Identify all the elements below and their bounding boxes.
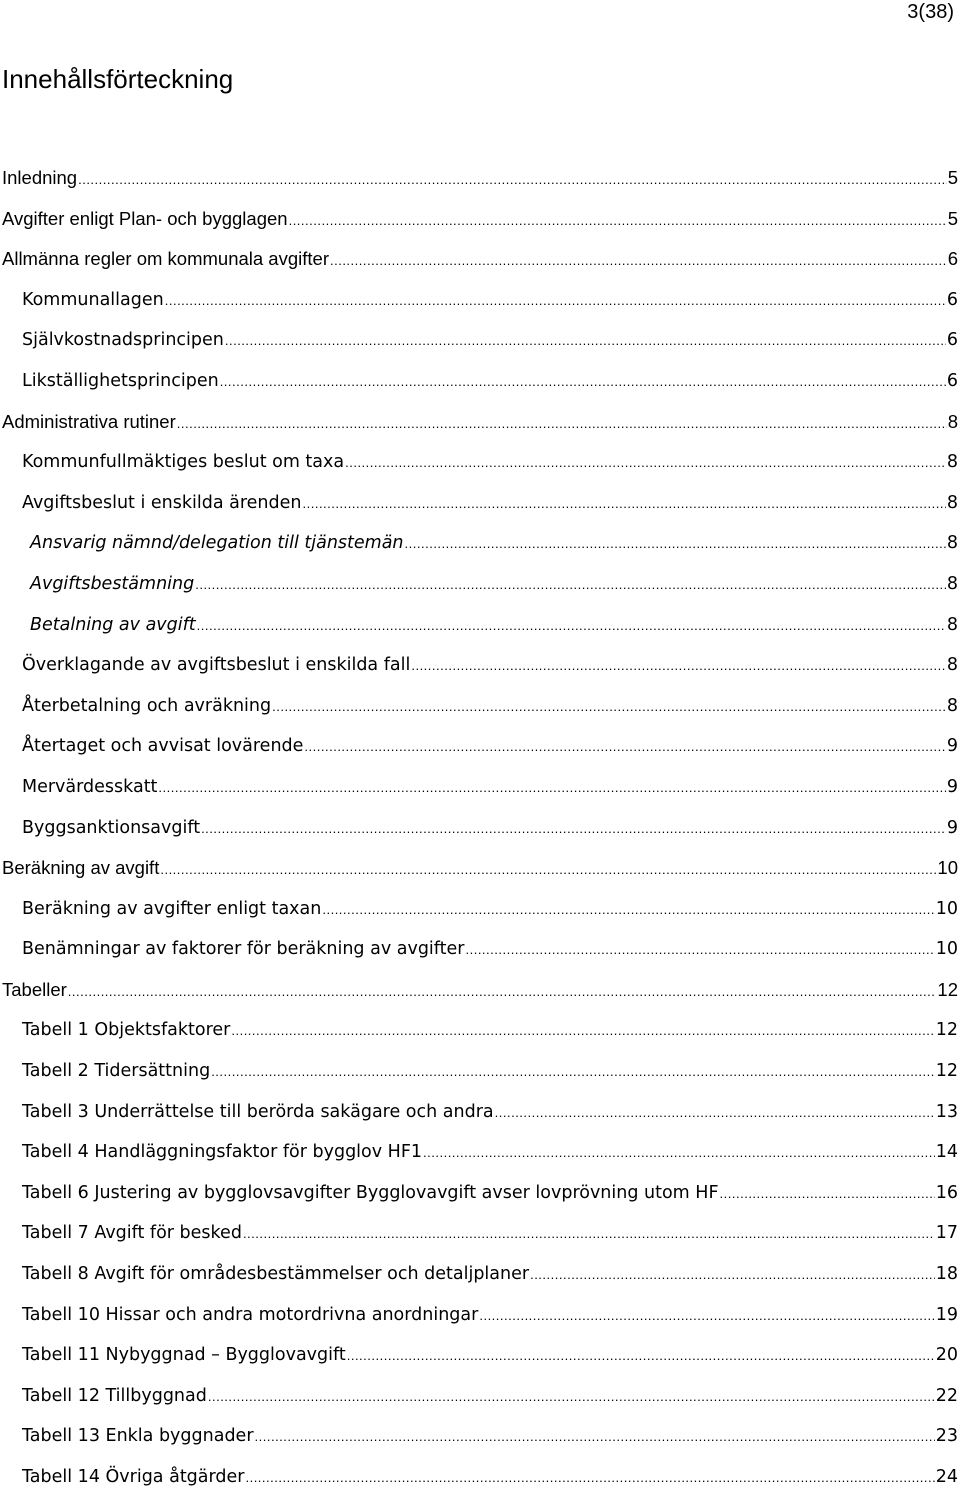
toc-entry[interactable] — [0, 361, 958, 402]
toc-entry[interactable] — [0, 1416, 958, 1457]
toc-dot-leader — [411, 646, 946, 686]
toc-entry[interactable] — [0, 199, 958, 240]
toc-entry-label: Tabell 1 Objektsfaktorer — [22, 1020, 231, 1041]
page-number: 3(38) — [907, 1, 954, 23]
toc-entry[interactable] — [0, 402, 958, 443]
toc-entry-page: 5 — [947, 167, 958, 188]
toc-entry[interactable] — [0, 1051, 958, 1092]
toc-dot-leader — [347, 1336, 935, 1376]
toc-entry[interactable] — [0, 1457, 958, 1498]
toc-entry[interactable] — [0, 158, 958, 199]
toc-entry[interactable] — [0, 605, 958, 646]
toc-dot-leader — [479, 1296, 934, 1336]
toc-entry-label: Benämningar av faktorer för beräkning av avgifter — [22, 939, 465, 960]
toc-dot-leader — [201, 809, 946, 849]
toc-dot-leader — [220, 362, 946, 402]
toc-entry[interactable] — [0, 808, 958, 849]
toc-entry-page: 10 — [935, 939, 958, 960]
toc-entry[interactable] — [0, 1295, 958, 1336]
toc-entry[interactable] — [0, 726, 958, 767]
toc-entry-label: Betalning av avgift — [30, 614, 196, 635]
toc-entry-page: 6 — [946, 289, 958, 310]
toc-dot-leader — [225, 321, 946, 361]
toc-entry[interactable] — [0, 320, 958, 361]
toc-entry-page: 9 — [946, 817, 958, 838]
toc-entry-page: 6 — [947, 248, 958, 270]
toc-entry-page: 9 — [946, 736, 958, 757]
toc-entry-label: Tabell 6 Justering av bygglovsavgifter Bygglovavgift avser lovprövning utom HF — [22, 1182, 719, 1203]
toc-entry-label: Tabell 13 Enkla byggnader — [22, 1426, 254, 1447]
toc-entry[interactable] — [0, 483, 958, 524]
toc-entry-label: Kommunallagen — [22, 289, 164, 310]
toc-entry[interactable] — [0, 848, 958, 889]
toc-list — [0, 158, 958, 1498]
toc-entry-page: 10 — [935, 898, 958, 919]
toc-dot-leader — [177, 404, 947, 443]
toc-entry-page: 6 — [946, 330, 958, 351]
toc-dot-leader — [303, 484, 946, 524]
toc-entry-page: 9 — [946, 776, 958, 797]
toc-entry-page: 14 — [935, 1142, 958, 1163]
toc-dot-leader — [530, 1255, 935, 1295]
toc-entry-page: 24 — [935, 1467, 958, 1487]
toc-dot-leader — [197, 606, 946, 646]
toc-entry[interactable] — [0, 767, 958, 808]
toc-entry[interactable] — [0, 1010, 958, 1051]
toc-entry-page: 8 — [946, 695, 958, 716]
toc-dot-leader — [289, 201, 947, 240]
toc-entry-label: Tabell 11 Nybyggnad – Bygglovavgift — [22, 1345, 346, 1366]
toc-dot-leader — [272, 687, 946, 727]
toc-entry-label: Avgifter enligt Plan- och bygglagen — [2, 207, 288, 229]
toc-entry-page: 8 — [946, 492, 958, 513]
toc-dot-leader — [720, 1174, 935, 1214]
toc-entry[interactable] — [0, 1254, 958, 1295]
toc-entry-label: Administrativa rutiner — [2, 410, 176, 432]
toc-entry-page: 17 — [935, 1223, 958, 1244]
toc-dot-leader — [245, 1458, 934, 1498]
toc-entry-label: Avgiftsbeslut i enskilda ärenden — [22, 492, 302, 513]
toc-dot-leader — [211, 1052, 935, 1092]
toc-entry-page: 22 — [935, 1385, 958, 1406]
toc-entry-label: Tabell 10 Hissar och andra motordrivna anordningar — [22, 1304, 479, 1325]
toc-dot-leader — [255, 1417, 935, 1457]
toc-entry-label: Kommunfullmäktiges beslut om taxa — [22, 452, 345, 473]
toc-dot-leader — [208, 1377, 935, 1417]
toc-dot-leader — [345, 443, 946, 483]
toc-entry-page: 6 — [946, 370, 958, 391]
toc-entry[interactable] — [0, 889, 958, 930]
toc-entry-page: 12 — [935, 1020, 958, 1041]
toc-entry-page: 12 — [935, 1061, 958, 1082]
toc-entry-page: 23 — [935, 1426, 958, 1447]
toc-entry[interactable] — [0, 442, 958, 483]
toc-entry[interactable] — [0, 1132, 958, 1173]
toc-dot-leader — [68, 972, 937, 1011]
toc-entry-label: Överklagande av avgiftsbeslut i enskilda fall — [22, 655, 411, 676]
toc-entry-label: Ansvarig nämnd/delegation till tjänstemän — [30, 533, 404, 554]
toc-entry-page: 20 — [935, 1345, 958, 1366]
toc-entry-page: 10 — [937, 857, 958, 879]
toc-entry[interactable] — [0, 1213, 958, 1254]
toc-dot-leader — [165, 281, 946, 321]
toc-entry-label: Tabell 2 Tidersättning — [22, 1061, 211, 1082]
toc-entry[interactable] — [0, 970, 958, 1011]
toc-entry-label: Byggsanktionsavgift — [22, 817, 201, 838]
toc-entry-page: 8 — [946, 533, 958, 554]
toc-entry-page: 19 — [935, 1304, 958, 1325]
toc-dot-leader — [330, 241, 947, 280]
toc-dot-leader — [231, 1011, 934, 1051]
toc-entry-label: Återtaget och avvisat lovärende — [22, 736, 304, 757]
toc-entry-label: Tabell 8 Avgift för områdesbestämmelser och detaljplaner — [22, 1264, 530, 1285]
toc-entry-label: Tabell 14 Övriga åtgärder — [22, 1467, 245, 1487]
toc-entry-page: 8 — [946, 655, 958, 676]
toc-entry-label: Beräkning av avgift — [2, 857, 160, 879]
toc-dot-leader — [495, 1093, 935, 1133]
toc-entry-label: Tabeller — [2, 978, 67, 1000]
toc-entry[interactable] — [0, 645, 958, 686]
toc-dot-leader — [465, 930, 934, 970]
toc-dot-leader — [304, 727, 945, 767]
toc-entry-label: Avgiftsbestämning — [30, 573, 195, 594]
toc-entry-page: 5 — [947, 207, 958, 229]
toc-entry-label: Tabell 7 Avgift för besked — [22, 1223, 242, 1244]
toc-entry-label: Beräkning av avgifter enligt taxan — [22, 898, 322, 919]
toc-entry-label: Tabell 4 Handläggningsfaktor för bygglov HF1 — [22, 1142, 423, 1163]
toc-entry-label: Inledning — [2, 167, 78, 188]
toc-dot-leader — [405, 524, 946, 564]
toc-entry-page: 8 — [947, 410, 958, 432]
toc-dot-leader — [158, 768, 945, 808]
toc-entry-label: Allmänna regler om kommunala avgifter — [2, 248, 329, 270]
toc-entry-label: Tabell 12 Tillbyggnad — [22, 1385, 207, 1406]
toc-entry-page: 16 — [935, 1182, 958, 1203]
toc-entry[interactable] — [0, 686, 958, 727]
toc-entry[interactable] — [0, 1376, 958, 1417]
toc-entry[interactable] — [0, 1335, 958, 1376]
toc-dot-leader — [243, 1214, 935, 1254]
toc-entry[interactable] — [0, 929, 958, 970]
toc-entry-label: Självkostnadsprincipen — [22, 330, 224, 351]
toc-dot-leader — [160, 850, 936, 889]
toc-entry[interactable] — [0, 523, 958, 564]
toc-entry-page: 18 — [935, 1264, 958, 1285]
toc-entry[interactable] — [0, 1092, 958, 1133]
toc-entry-page: 12 — [937, 978, 958, 1000]
toc-dot-leader — [322, 890, 934, 930]
toc-entry-page: 8 — [946, 614, 958, 635]
toc-entry[interactable] — [0, 564, 958, 605]
toc-entry-label: Återbetalning och avräkning — [22, 695, 272, 716]
toc-entry-label: Mervärdesskatt — [22, 776, 158, 797]
toc-dot-leader — [423, 1133, 935, 1173]
toc-entry-label: Tabell 3 Underrättelse till berörda sakägare och andra — [22, 1101, 494, 1122]
toc-dot-leader — [78, 160, 947, 199]
toc-entry[interactable] — [0, 280, 958, 321]
toc-entry-page: 13 — [935, 1101, 958, 1122]
page-title: Innehållsförteckning — [2, 64, 234, 94]
toc-entry-page: 8 — [946, 573, 958, 594]
toc-entry-page: 8 — [946, 452, 958, 473]
toc-entry[interactable] — [0, 239, 958, 280]
toc-entry-label: Likställighetsprincipen — [22, 370, 219, 391]
toc-entry[interactable] — [0, 1173, 958, 1214]
toc-dot-leader — [195, 565, 946, 605]
